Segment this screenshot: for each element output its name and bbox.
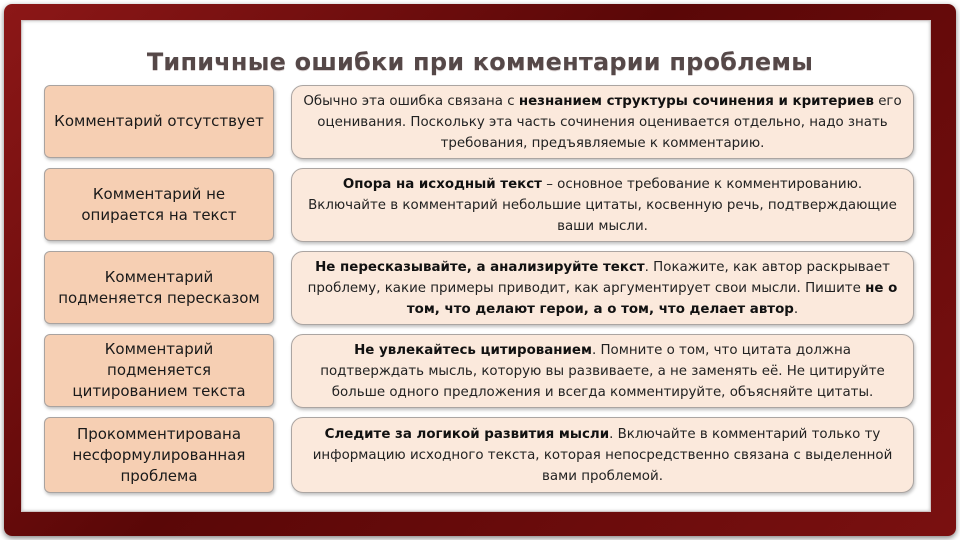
advice-text xyxy=(302,340,903,403)
advice-text xyxy=(302,91,903,154)
advice-segment: его оценивания. Поскольку эта часть сочинения оценивается отдельно, надо знать требования, предъявляемые к комментарию. xyxy=(317,93,902,151)
error-advice xyxy=(291,417,914,493)
error-advice xyxy=(291,168,914,242)
advice-segment: . Включайте в комментарий только ту информацию исходного текста, которая непосредственно связана с выделенной вами проблемой. xyxy=(312,426,893,484)
error-label: Комментарий подменяется пересказом xyxy=(44,251,274,324)
advice-emphasis: не о том, что делают герои, а о том, что делает автор xyxy=(406,280,898,317)
error-label: Комментарий отсутствует xyxy=(44,85,274,158)
slide-title: Типичные ошибки при комментарии проблемы xyxy=(146,48,814,76)
advice-text xyxy=(302,424,903,487)
error-label: Прокомментирована несформулированная проблема xyxy=(44,417,274,493)
error-label: Комментарий подменяется цитированием текста xyxy=(44,334,274,407)
advice-segment: Обычно эта ошибка связана с xyxy=(303,93,519,109)
advice-text xyxy=(302,174,903,237)
advice-segment: . xyxy=(793,301,799,317)
error-advice xyxy=(291,85,914,159)
advice-emphasis: незнанием структуры сочинения и критериев xyxy=(518,93,874,109)
advice-emphasis: Не пересказывайте, а анализируйте текст xyxy=(315,259,645,275)
advice-segment: . Помните о том, что цитата должна подтверждать мысль, которую вы развиваете, а не заменять её. Не цитируйте больше одного предложения и всегда комментируйте, объясняйте цитаты. xyxy=(320,342,885,400)
advice-emphasis: Опора на исходный текст xyxy=(342,176,542,192)
advice-segment: . Покажите, как автор раскрывает проблему, какие примеры приводит, как аргументирует свои мысли. Пишите xyxy=(307,259,890,296)
error-advice xyxy=(291,334,914,408)
error-label: Комментарий не опирается на текст xyxy=(44,168,274,241)
advice-emphasis: Следите за логикой развития мысли xyxy=(324,426,610,442)
advice-text xyxy=(302,257,903,320)
advice-emphasis: Не увлекайтесь цитированием xyxy=(354,342,592,358)
advice-segment: – основное требование к комментированию. Включайте в комментарий небольшие цитаты, косвенную речь, подтверждающие ваши мысли. xyxy=(308,176,897,234)
error-advice xyxy=(291,251,914,325)
